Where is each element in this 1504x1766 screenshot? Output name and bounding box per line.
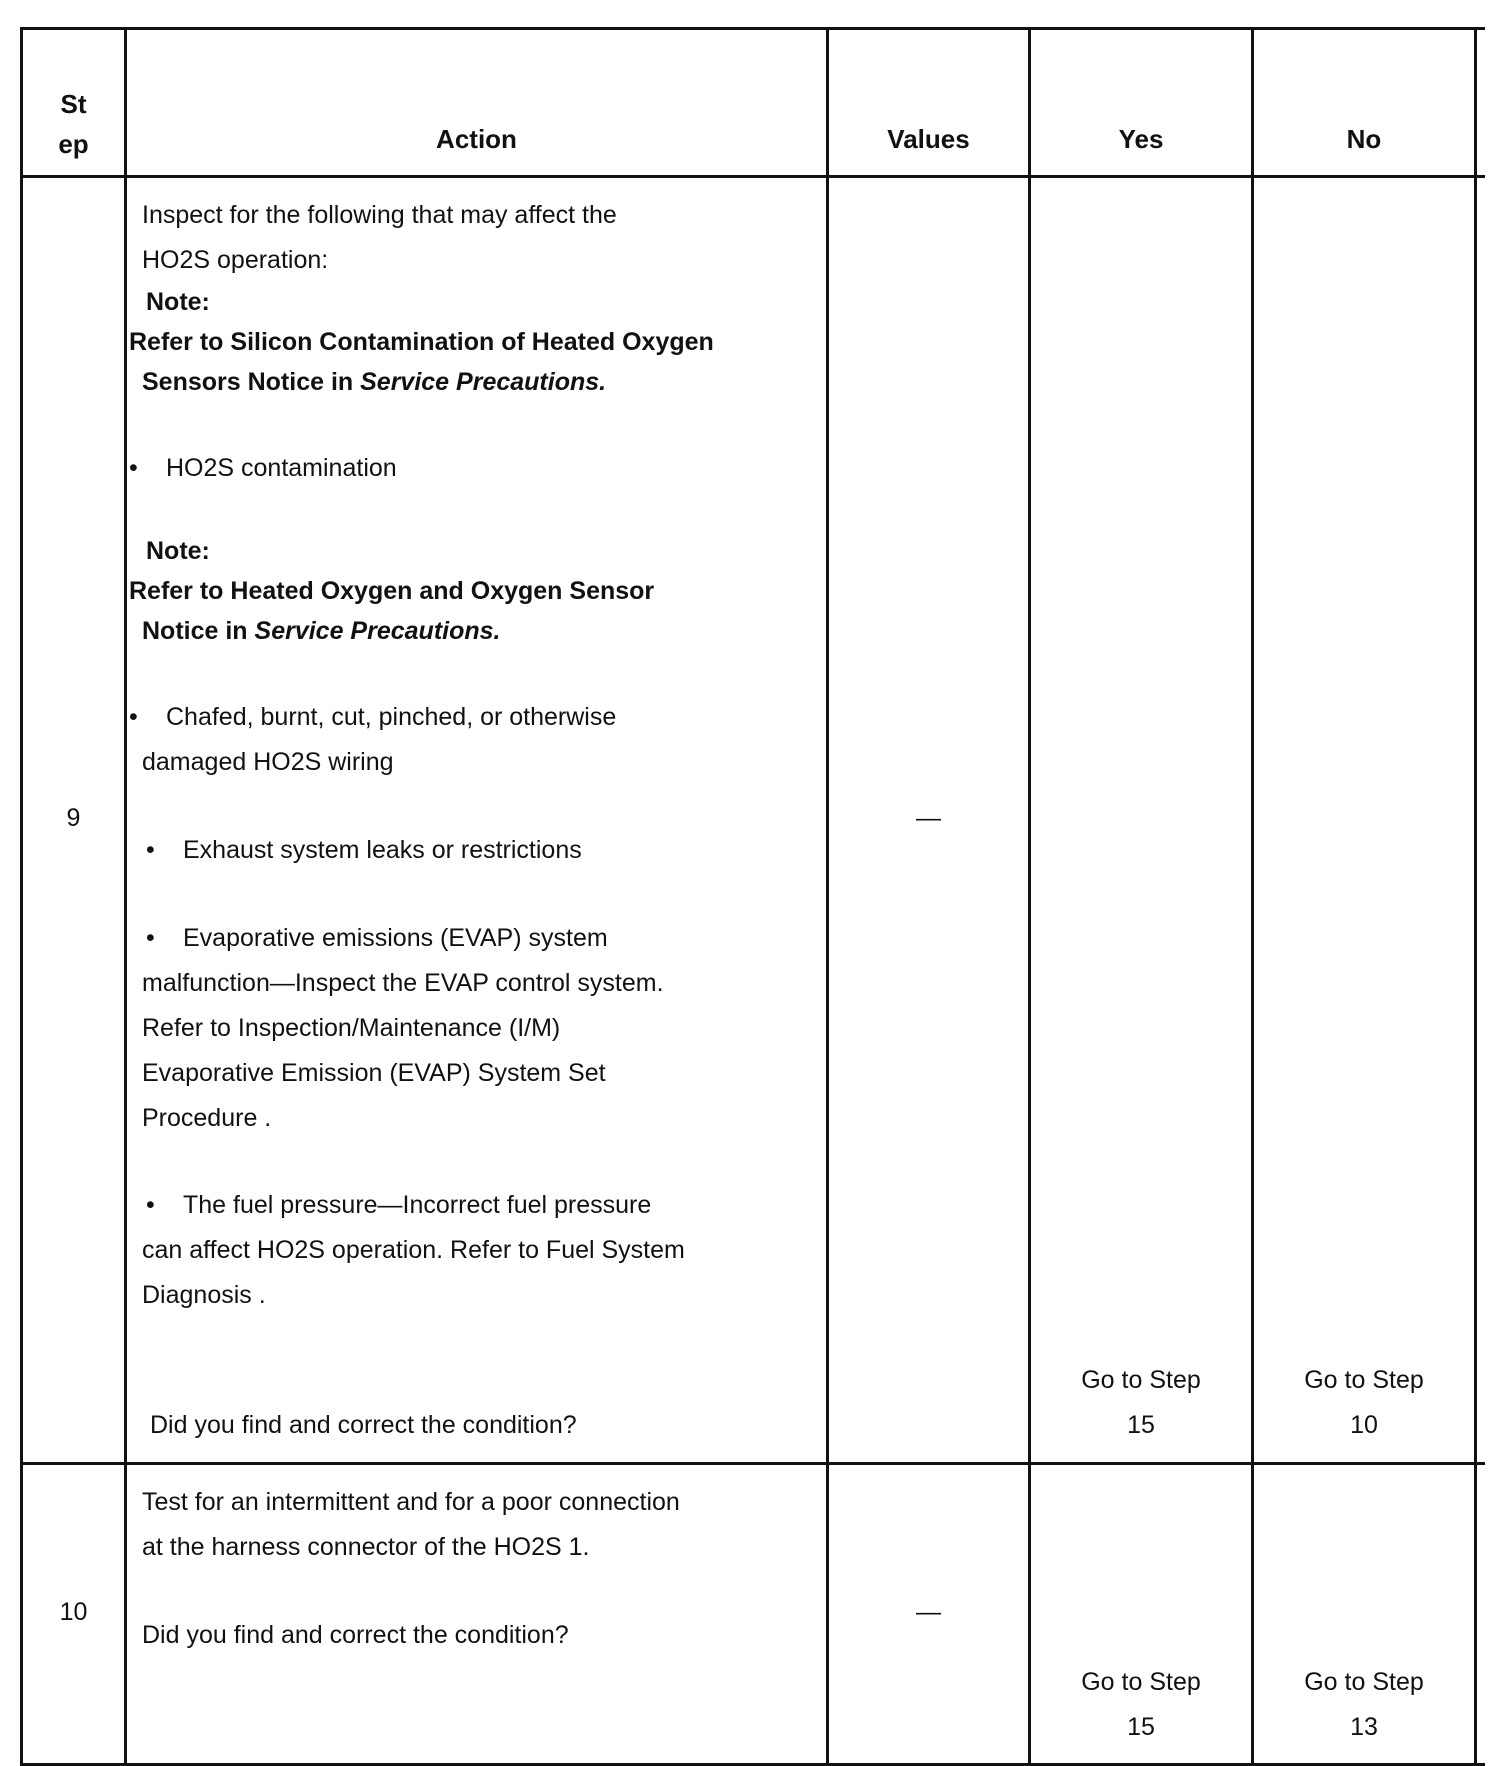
no-goto-label: Go to Step — [1304, 1668, 1424, 1696]
header-values: Values — [887, 124, 970, 154]
service-precautions-reference: Service Precautions. — [360, 368, 607, 396]
yes-goto-label: Go to Step — [1081, 1668, 1201, 1696]
action-line2: at the harness connector of the HO2S 1. — [142, 1533, 590, 1561]
bullet-icon: • — [146, 1191, 155, 1219]
value-cell: — — [916, 804, 941, 832]
no-goto-step: 10 — [1350, 1411, 1378, 1439]
step-number: 9 — [66, 804, 81, 832]
bullet-icon: • — [129, 703, 138, 731]
bullet-evap-line5: Procedure . — [142, 1104, 272, 1132]
col-divider-values — [1028, 28, 1031, 1765]
header-action: Action — [436, 124, 517, 154]
no-goto-step: 13 — [1350, 1713, 1378, 1741]
step-number: 10 — [59, 1598, 88, 1626]
note-text-line2: Notice in Service Precautions. — [142, 617, 501, 645]
header-step — [23, 84, 124, 164]
action-question: Did you find and correct the condition? — [142, 1621, 569, 1649]
header-divider — [20, 175, 1485, 178]
bullet-fuel-line1: The fuel pressure—Incorrect fuel pressure — [183, 1191, 652, 1219]
note-text-line1: Refer to Heated Oxygen and Oxygen Sensor — [129, 577, 655, 605]
note-text-line2: Sensors Notice in Service Precautions. — [142, 368, 607, 396]
col-divider-yes — [1251, 28, 1254, 1765]
bullet-icon: • — [146, 924, 155, 952]
note-text-line1: Refer to Silicon Contamination of Heated Oxygen — [129, 328, 714, 356]
bullet-fuel-line2: can affect HO2S operation. Refer to Fuel System — [142, 1236, 685, 1264]
bullet-evap-line4: Evaporative Emission (EVAP) System Set — [142, 1059, 606, 1087]
col-divider-step — [124, 28, 127, 1765]
note-label: Note: — [146, 537, 210, 565]
yes-goto-step: 15 — [1127, 1713, 1155, 1741]
bullet-wiring-line2: damaged HO2S wiring — [142, 748, 394, 776]
bullet-hoe2s-contamination: HO2S contamination — [166, 454, 397, 482]
bullet-fuel-line3: Diagnosis . — [142, 1281, 266, 1309]
bullet-evap-line1: Evaporative emissions (EVAP) system — [183, 924, 608, 952]
action-question: Did you find and correct the condition? — [150, 1411, 577, 1439]
bullet-wiring-line1: Chafed, burnt, cut, pinched, or otherwise — [166, 703, 617, 731]
service-precautions-reference: Service Precautions. — [254, 617, 501, 645]
header-yes: Yes — [1118, 124, 1164, 154]
col-divider-action — [826, 28, 829, 1765]
bullet-icon: • — [146, 836, 155, 864]
bullet-icon: • — [129, 454, 138, 482]
yes-goto-step: 15 — [1127, 1411, 1155, 1439]
no-goto-label: Go to Step — [1304, 1366, 1424, 1394]
header-step-line2: ep — [58, 129, 89, 159]
header-step-line1: St — [60, 89, 87, 119]
bullet-evap-line2: malfunction—Inspect the EVAP control system. — [142, 969, 664, 997]
note-label: Note: — [146, 288, 210, 316]
table-border-top — [20, 27, 1485, 30]
bullet-exhaust-leaks: Exhaust system leaks or restrictions — [183, 836, 582, 864]
table-border-left — [20, 28, 23, 1765]
row-divider — [20, 1462, 1485, 1465]
yes-goto-label: Go to Step — [1081, 1366, 1201, 1394]
action-intro-line2: HO2S operation: — [142, 246, 329, 274]
action-line1: Test for an intermittent and for a poor connection — [142, 1488, 680, 1516]
header-no: No — [1346, 124, 1382, 154]
table-border-right — [1474, 28, 1477, 1765]
bullet-evap-line3: Refer to Inspection/Maintenance (I/M) — [142, 1014, 561, 1042]
action-intro-line1: Inspect for the following that may affect the — [142, 201, 617, 229]
value-cell: — — [916, 1598, 941, 1626]
